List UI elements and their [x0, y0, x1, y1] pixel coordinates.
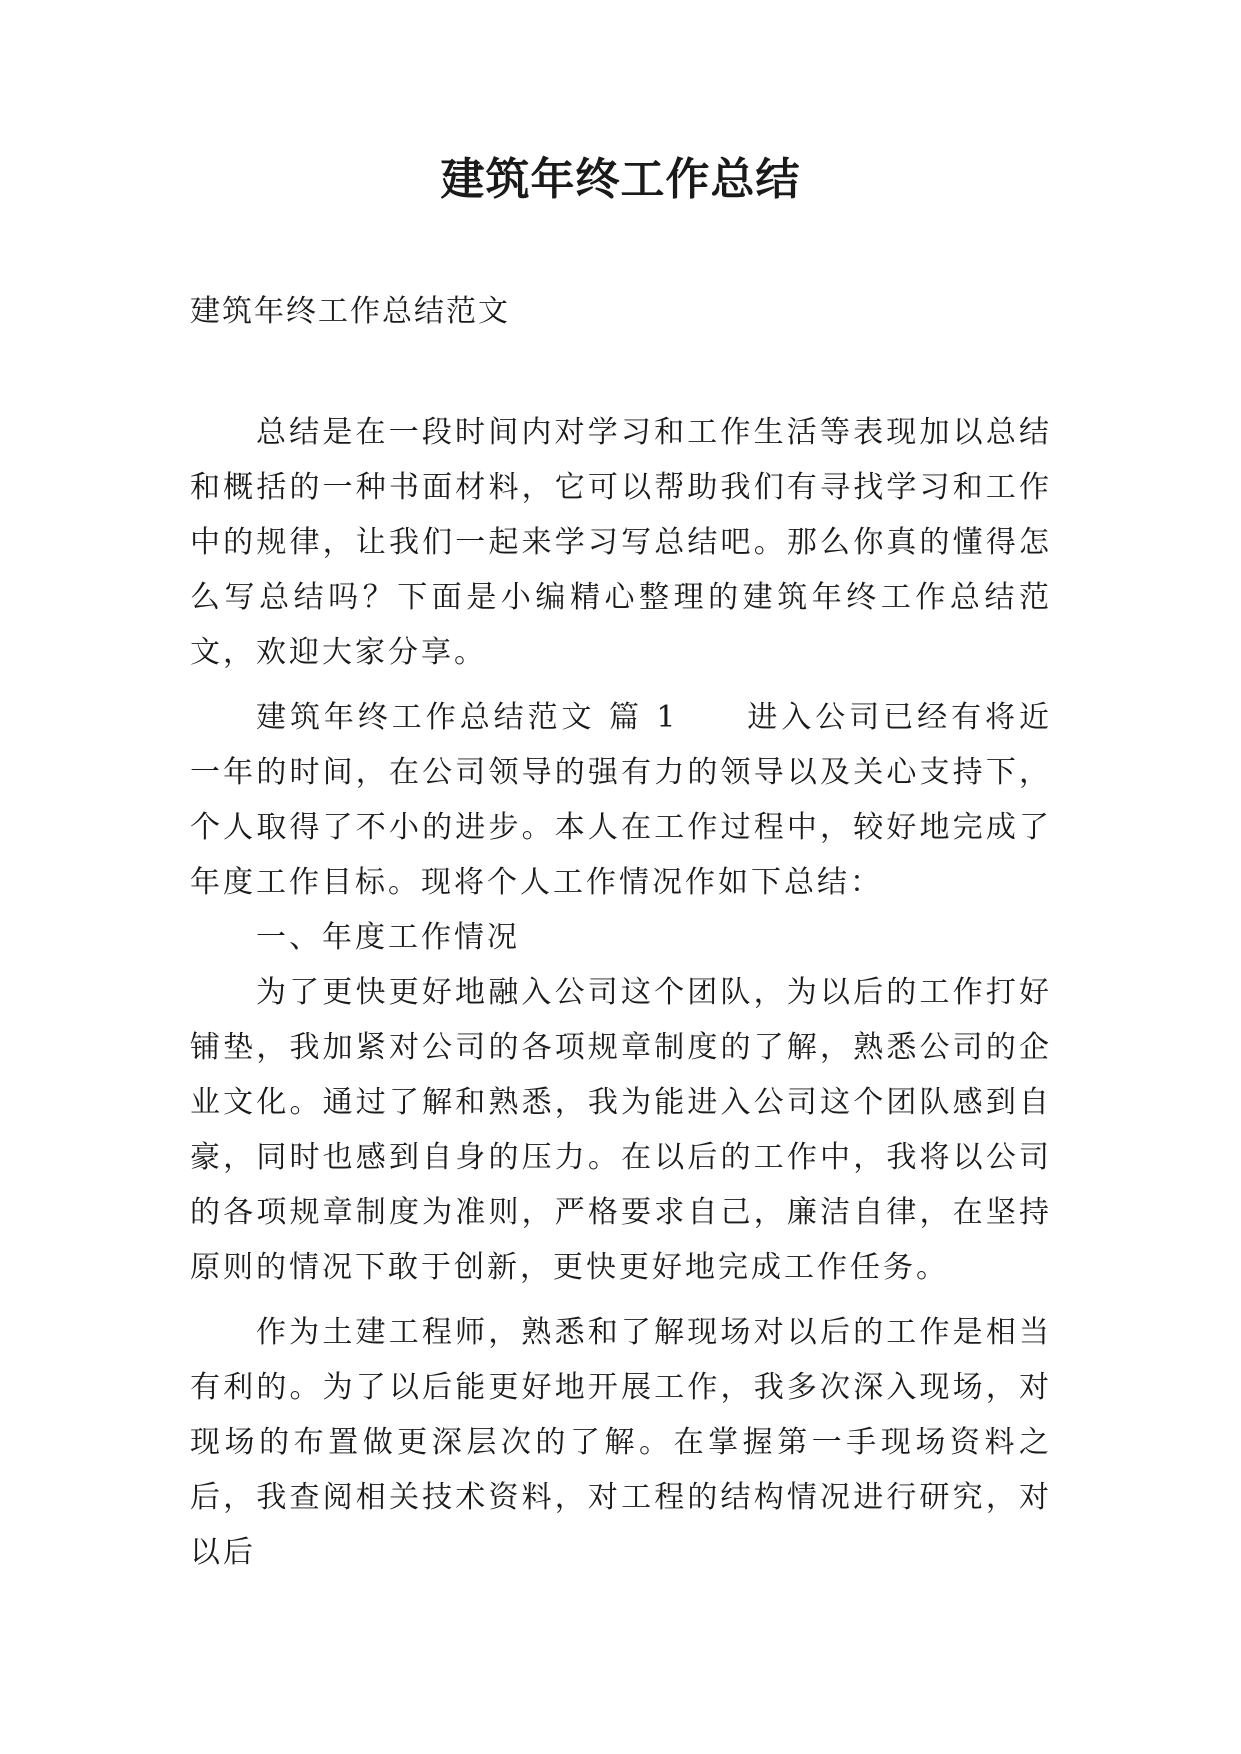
- section-heading: 一、年度工作情况: [256, 920, 520, 955]
- document-title: 建筑年终工作总结: [440, 154, 801, 205]
- body-paragraph: 为了更快更好地融入公司这个团队，为以后的工作打好铺垫，我加紧对公司的各项规章制度的了解，熟悉公司的企业文化。通过了解和熟悉，我为能进入公司这个团队感到自豪，同时也感到自身的压力。在以后的工作中，我将以公司的各项规章制度为准则，严格要求自己，廉洁自律，在坚持原则的情况下敢于创新，更快更好地完成工作任务。: [190, 975, 1052, 1285]
- document-subtitle: 建筑年终工作总结范文: [190, 294, 510, 329]
- section-intro-paragraph: 建筑年终工作总结范文 篇 1 进入公司已经有将近一年的时间，在公司领导的强有力的领导以及关心支持下，个人取得了不小的进步。本人在工作过程中，较好地完成了年度工作目标。现将个人工作情况作如下总结：: [190, 700, 1052, 900]
- intro-paragraph: 总结是在一段时间内对学习和工作生活等表现加以总结和概括的一种书面材料，它可以帮助我们有寻找学习和工作中的规律，让我们一起来学习写总结吧。那么你真的懂得怎么写总结吗？下面是小编精心整理的建筑年终工作总结范文，欢迎大家分享。: [190, 415, 1052, 670]
- document-body: [190, 405, 1052, 1580]
- body-paragraph: 作为土建工程师，熟悉和了解现场对以后的工作是相当有利的。为了以后能更好地开展工作，我多次深入现场，对现场的布置做更深层次的了解。在掌握第一手现场资料之后，我查阅相关技术资料，对工程的结构情况进行研究，对以后: [190, 1315, 1052, 1570]
